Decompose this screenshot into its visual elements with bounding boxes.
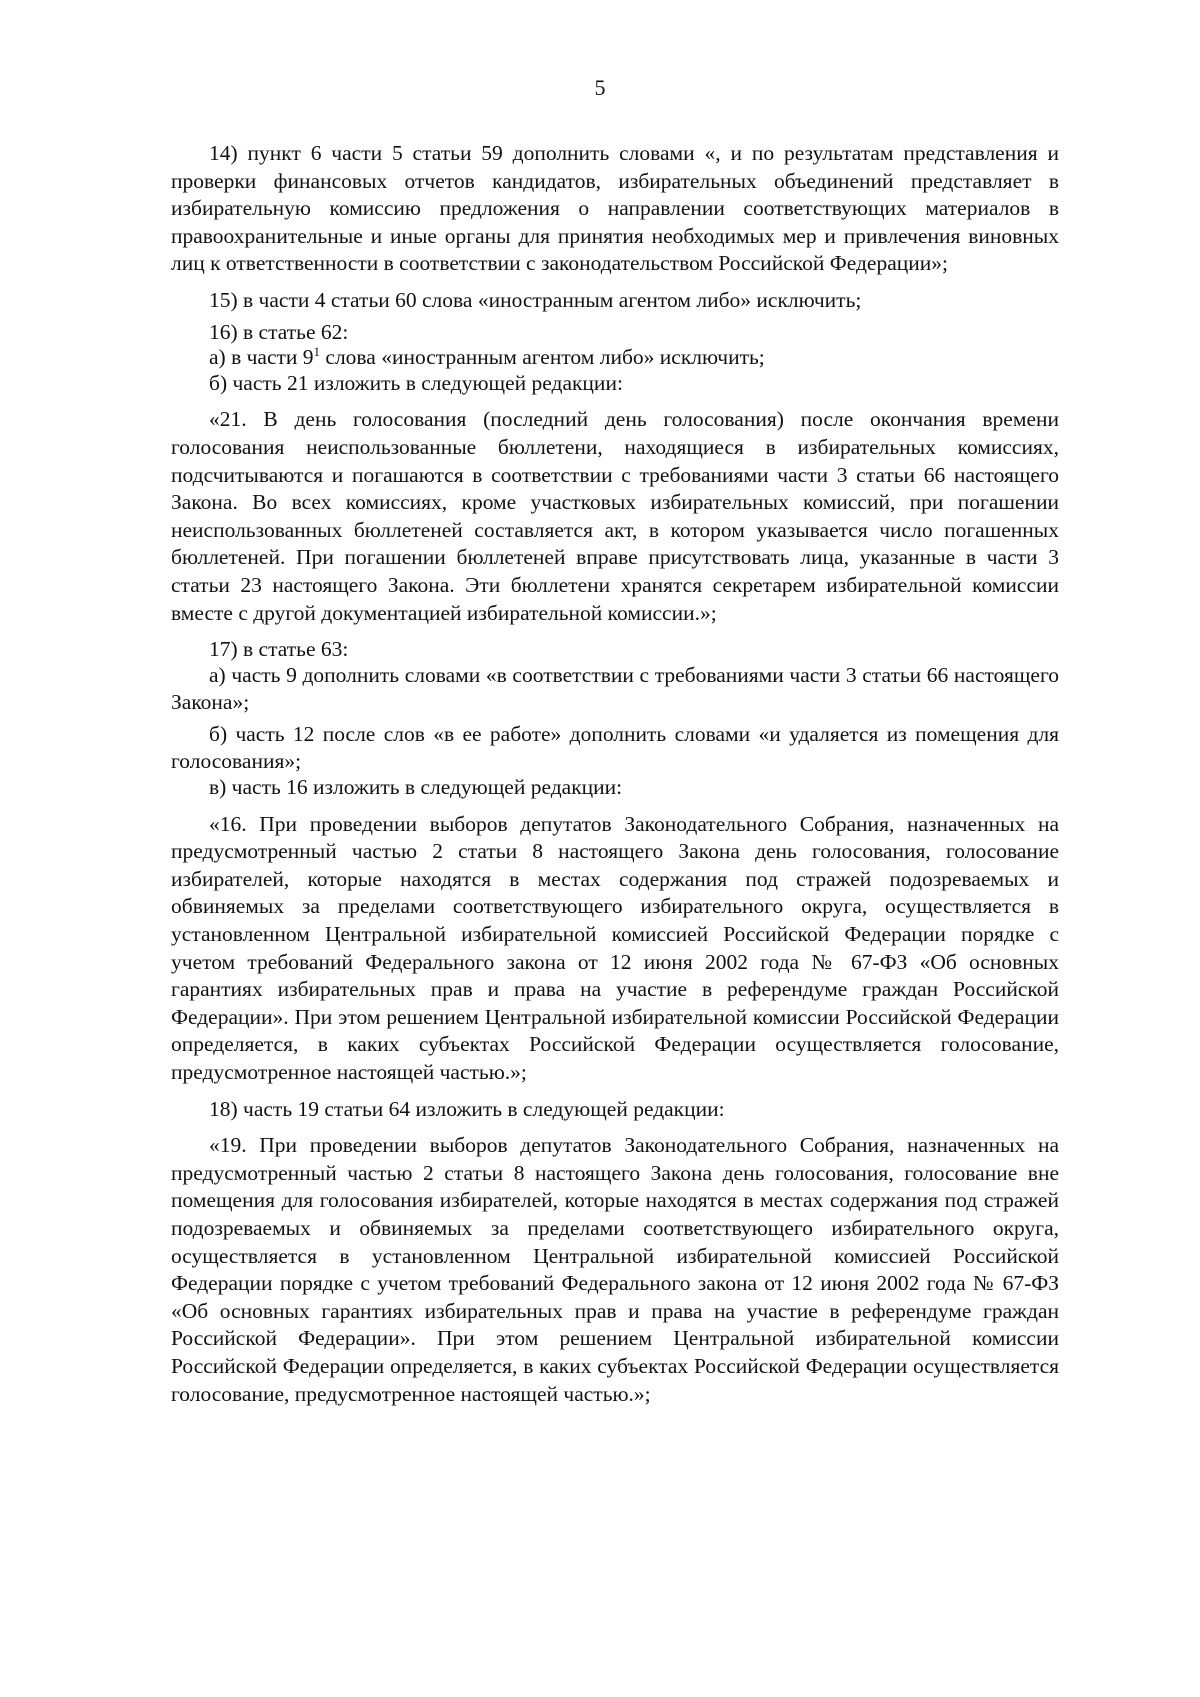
paragraph-item-17-b: б) часть 12 после слов «в ее работе» дополнить словами «и удаляется из помещения для голосования»; — [171, 721, 1059, 774]
paragraph-item-16-b: б) часть 21 изложить в следующей редакции: — [209, 370, 623, 395]
paragraph-item-16: 16) в статье 62: — [209, 319, 349, 344]
paragraph-item-14: 14) пункт 6 части 5 статьи 59 дополнить словами «, и по результатам представления и проверки финансовых отчетов кандидатов, избирательных объединений представляет в избирательную комиссию предложения о направлении соответствующих материалов в правоохранительные и иные органы для принятия необходимых мер и привлечения виновных лиц к ответственности в соответствии с законодательством Российской Федерации»; — [171, 141, 1059, 276]
quoted-part-21: «21. В день голосования (последний день голосования) после окончания времени голосования неиспользованные бюллетени, находящиеся в избирательных комиссиях, подсчитываются и погашаются в соответствии с требованиями части 3 статьи 66 настоящего Закона. Во всех комиссиях, кроме участковых избирательных комиссий, при погашении неиспользованных бюллетеней составляется акт, в котором указывается число погашенных бюллетеней. При погашении бюллетеней вправе присутствовать лица, указанные в части 3 статьи 23 настоящего Закона. Эти бюллетени хранятся секретарем избирательной комиссии вместе с другой документацией избирательной комиссии.»; — [171, 407, 1059, 625]
paragraph-item-18: 18) часть 19 статьи 64 изложить в следующей редакции: — [209, 1096, 725, 1121]
paragraph-item-15: 15) в части 4 статьи 60 слова «иностранным агентом либо» исключить; — [209, 287, 862, 312]
superscript-number: 1 — [313, 344, 321, 359]
paragraph-item-16-a-text-after: слова «иностранным агентом либо» исключить; — [320, 345, 765, 370]
paragraph-item-17-a: а) часть 9 дополнить словами «в соответствии с требованиями части 3 статьи 66 настоящего Закона»; — [171, 662, 1059, 715]
quoted-part-19: «19. При проведении выборов депутатов Законодательного Собрания, назначенных на предусмотренный частью 2 статьи 8 настоящего Закона день голосования, голосование вне помещения для голосования избирателей, которые находятся в местах содержания под стражей подозреваемых и обвиняемых за пределами соответствующего избирательного округа, осуществляется в установленном Центральной избирательной комиссией Российской Федерации порядке с учетом требований Федерального закона от 12 июня 2002 года № 67-ФЗ «Об основных гарантиях избирательных прав и права на участие в референдуме граждан Российской Федерации». При этом решением Центральной избирательной комиссии Российской Федерации определяется, в каких субъектах Российской Федерации осуществляется голосование, предусмотренное настоящей частью.»; — [171, 1133, 1059, 1406]
paragraph-item-16-a-text-before: а) в части 9 — [209, 345, 314, 370]
quoted-part-16: «16. При проведении выборов депутатов Законодательного Собрания, назначенных на предусмотренный частью 2 статьи 8 настоящего Закона день голосования, голосование избирателей, которые находятся в местах содержания под стражей подозреваемых и обвиняемых за пределами соответствующего избирательного округа, осуществляется в установленном Центральной избирательной комиссией Российской Федерации порядке с учетом требований Федерального закона от 12 июня 2002 года № 67-ФЗ «Об основных гарантиях избирательных прав и права на участие в референдуме граждан Российской Федерации». При этом решением Центральной избирательной комиссии Российской Федерации определяется, в каких субъектах Российской Федерации осуществляется голосование, предусмотренное настоящей частью.»; — [171, 811, 1059, 1084]
page-number: 5 — [594, 75, 606, 100]
paragraph-item-16-a — [171, 344, 1059, 372]
document-body — [171, 140, 1059, 1417]
paragraph-item-17: 17) в статье 63: — [209, 637, 349, 662]
paragraph-item-17-c: в) часть 16 изложить в следующей редакции: — [209, 775, 623, 800]
